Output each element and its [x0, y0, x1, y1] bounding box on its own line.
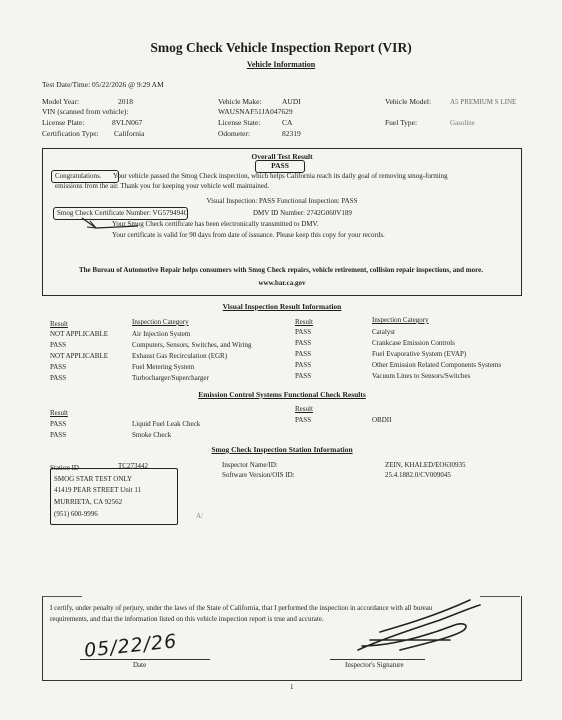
odometer-value: 82319: [282, 129, 301, 138]
model-year-label: Model Year:: [42, 97, 80, 106]
vin-label: VIN (scanned from vehicle):: [42, 107, 129, 116]
make-value: AUDI: [282, 97, 301, 106]
visual-right-category-0: Catalyst: [372, 328, 395, 336]
visual-left-category-2: Exhaust Gas Recirculation (EGR): [132, 352, 228, 360]
certify-line-1: I certify, under penalty of perjury, under the laws of the State of California, that I performed the inspection in accordance with all bureau: [50, 604, 433, 612]
software-value: 25.4.1882.0/CV009045: [385, 471, 451, 479]
make-label: Vehicle Make:: [218, 97, 262, 106]
signature-label: Inspector's Signature: [345, 661, 404, 669]
visual-left-category-0: Air Injection System: [132, 330, 191, 338]
visual-left-result-header: Result: [50, 320, 68, 328]
valid-line: Your certificate is valid for 90 days from date of issuance. Please keep this copy for your records.: [112, 231, 385, 239]
state-value: CA: [282, 118, 293, 127]
cert-type-label: Certification Type:: [42, 129, 99, 138]
visual-left-result-3: PASS: [50, 363, 67, 371]
functional-category-1: Smoke Check: [132, 431, 172, 439]
station-phone: (951) 600-9996: [54, 510, 98, 518]
functional-category-0: Liquid Fuel Leak Check: [132, 420, 201, 428]
fuel-label: Fuel Type:: [385, 118, 418, 127]
state-label: License State:: [218, 118, 261, 127]
dmv-id: DMV ID Number: 2742G060V189: [253, 209, 352, 217]
visual-left-category-4: Turbocharger/Supercharger: [132, 374, 209, 382]
station-section-title: Smog Check Inspection Station Information: [211, 445, 353, 454]
station-id-label: Station ID: [50, 464, 79, 472]
station-name: SMOG STAR TEST ONLY: [54, 475, 133, 483]
cert-type-value: California: [114, 129, 145, 138]
cert-box-top-left: [42, 596, 82, 597]
visual-left-result-1: PASS: [50, 341, 67, 349]
report-title: Smog Check Vehicle Inspection Report (VIR): [150, 40, 412, 55]
date-line: [80, 659, 210, 660]
handwritten-date: 05/22/26: [83, 630, 179, 662]
functional-right-result: PASS: [295, 416, 312, 424]
functional-section-title: Emission Control Systems Functional Check Results: [198, 390, 366, 399]
visual-left-result-0: NOT APPLICABLE: [50, 330, 109, 338]
visual-right-result-1: PASS: [295, 339, 312, 347]
functional-right-result-header: Result: [295, 405, 313, 413]
test-datetime: Test Date/Time: 05/22/2026 @ 9:29 AM: [42, 80, 164, 89]
certify-line-2: requirements, and that the information listed on this vehicle inspection report is true and accurate.: [50, 615, 324, 623]
visual-section-title: Visual Inspection Result Information: [222, 302, 342, 311]
functional-left-result-header: Result: [50, 409, 68, 417]
plate-value: 8VLN067: [112, 118, 143, 127]
visual-right-category-3: Other Emission Related Components Systems: [372, 361, 502, 369]
visual-right-result-4: PASS: [295, 372, 312, 380]
date-label: Date: [133, 661, 147, 669]
bureau-link[interactable]: www.bar.ca.gov: [258, 279, 306, 287]
visual-right-result-header: Result: [295, 318, 313, 326]
visual-left-category-header: Inspection Category: [132, 318, 189, 326]
station-id-value: TC273442: [118, 462, 148, 470]
visual-right-category-1: Crankcase Emission Controls: [372, 339, 455, 347]
inspection-summary: Visual Inspection: PASS Functional Inspection: PASS: [206, 197, 358, 205]
functional-right-category: OBDII: [372, 416, 392, 424]
model-year-value: 2018: [118, 97, 133, 106]
vehicle-info-heading: Vehicle Information: [246, 60, 316, 69]
cert-number: Smog Check Certificate Number: VG579494C: [57, 209, 189, 217]
model-value: A5 PREMIUM S LINE: [450, 98, 517, 106]
visual-left-category-1: Computers, Sensors, Switches, and Wiring: [132, 341, 252, 349]
visual-right-result-3: PASS: [295, 361, 312, 369]
vin-value: WAUSNAF51JA047629: [218, 107, 293, 116]
margin-scribble: A/: [196, 512, 203, 520]
signature-line: [330, 659, 425, 660]
inspector-value: ZEIN, KHALED/EO630935: [385, 461, 466, 469]
visual-right-category-4: Vacuum Lines to Sensors/Switches: [372, 372, 471, 380]
page-number: 1: [290, 683, 294, 691]
station-address-1: 41419 PEAR STREET Unit 11: [54, 486, 142, 494]
congrats-line-1: Your vehicle passed the Smog Check inspection, which helps California reach its daily goal of removing smog-forming: [113, 172, 448, 180]
software-label: Software Version/OIS ID:: [222, 471, 295, 479]
visual-right-category-2: Fuel Evaporative System (EVAP): [372, 350, 467, 358]
congrats-line-2: emissions from the air. Thank you for keeping your vehicle well maintained.: [55, 182, 270, 190]
bureau-line-1: The Bureau of Automotive Repair helps consumers with Smog Check repairs, vehicle retirement, collision repair inspections, and more.: [79, 266, 483, 274]
overall-result-title: Overall Test Result: [251, 152, 313, 161]
transmitted-line: Your Smog Check certificate has been electronically transmitted to DMV.: [112, 220, 319, 228]
visual-left-result-4: PASS: [50, 374, 67, 382]
visual-left-category-3: Fuel Metering System: [132, 363, 195, 371]
visual-right-category-header: Inspection Category: [372, 316, 429, 324]
odometer-label: Odometer:: [218, 129, 251, 138]
overall-pass: PASS: [271, 161, 289, 170]
functional-result-1: PASS: [50, 431, 67, 439]
fuel-value: Gasoline: [450, 119, 475, 127]
congrats-word: Congratulations.: [55, 172, 102, 180]
visual-right-result-2: PASS: [295, 350, 312, 358]
inspector-signature: [340, 596, 500, 658]
inspector-label: Inspector Name/ID:: [222, 461, 278, 469]
functional-result-0: PASS: [50, 420, 67, 428]
visual-left-result-2: NOT APPLICABLE: [50, 352, 109, 360]
plate-label: License Plate:: [42, 118, 85, 127]
station-address-2: MURRIETA, CA 92562: [54, 498, 123, 506]
model-label: Vehicle Model:: [385, 97, 432, 106]
visual-right-result-0: PASS: [295, 328, 312, 336]
